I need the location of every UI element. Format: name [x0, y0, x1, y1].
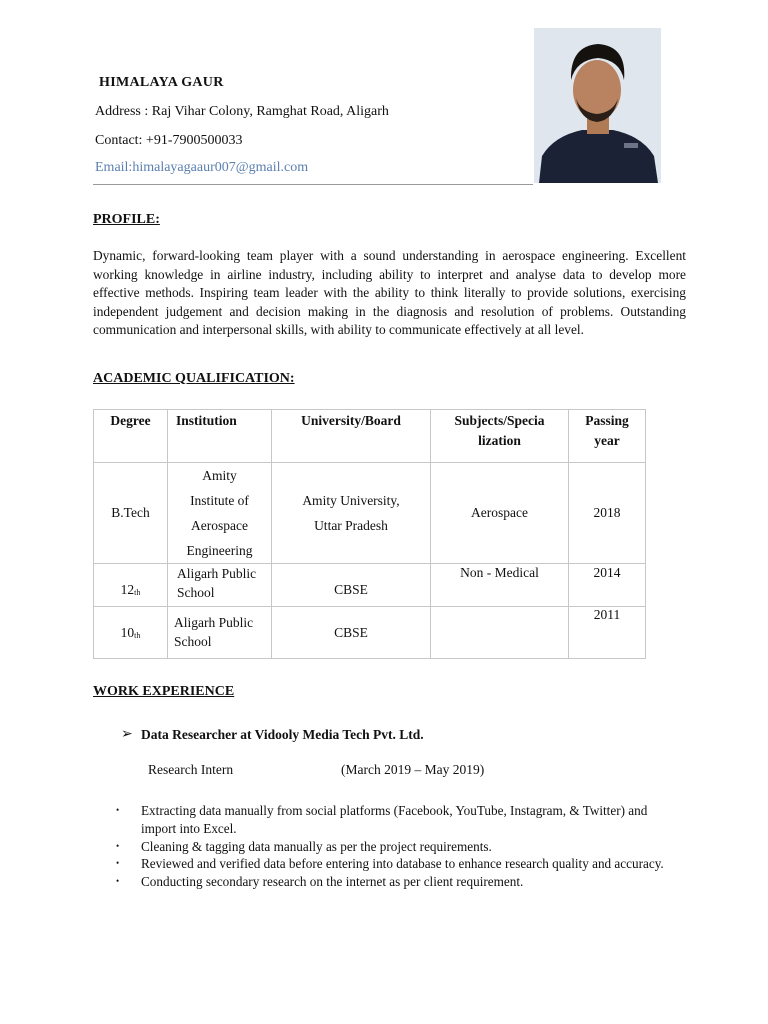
- header-passing-line2: year: [594, 433, 620, 448]
- task-list: [116, 802, 681, 891]
- email-link[interactable]: Email:himalayagaaur007@gmail.com: [95, 160, 309, 175]
- table-row: [94, 564, 646, 607]
- cell-year: [569, 564, 646, 607]
- institution-line: Aerospace: [191, 518, 248, 533]
- cell-degree: [94, 607, 168, 659]
- institution-line: Engineering: [186, 543, 253, 558]
- cell-degree: [94, 463, 168, 564]
- table-row: [94, 607, 646, 659]
- cell-subjects: [431, 607, 569, 659]
- task-text: Extracting data manually from social platforms (Facebook, YouTube, Instagram, & Twitter) and import into Excel.: [141, 803, 648, 836]
- academic-heading: ACADEMIC QUALIFICATION:: [93, 371, 295, 386]
- institution-line: School: [174, 634, 212, 649]
- list-item: [116, 873, 681, 891]
- cell-year: [569, 607, 646, 659]
- institution-line: Institute of: [190, 493, 249, 508]
- university-line: Uttar Pradesh: [314, 518, 388, 533]
- table-row: [94, 463, 646, 564]
- header-institution: [168, 410, 272, 463]
- cell-university: [272, 564, 431, 607]
- academic-table: [93, 409, 646, 659]
- header-university: [272, 410, 431, 463]
- degree-value: 12: [120, 582, 135, 597]
- profile-photo: [534, 28, 661, 183]
- year-value: 2011: [593, 607, 621, 622]
- header-passing: [569, 410, 646, 463]
- bullet-icon: •: [116, 858, 120, 869]
- profile-summary: Dynamic, forward-looking team player with a sound understanding in aerospace engineering. Excellent working knowledge in airline industry, including ability to interpret and analyse data to develop more effective methods. Inspiring team leader with the ability to think literally to provide solutions, exercising independent judgement and decision making in the diagnosis and resolution of problems. Outstanding communication and interpersonal skills, with ability to communicate effectively at all level.: [93, 248, 686, 337]
- cell-institution: [168, 564, 272, 607]
- university-value: CBSE: [334, 624, 368, 640]
- job-title: Data Researcher at Vidooly Media Tech Pvt. Ltd.: [141, 727, 424, 742]
- subjects-value: Non - Medical: [460, 565, 539, 580]
- arrow-bullet-icon: ➢: [121, 727, 133, 742]
- university-line: Amity University,: [302, 493, 400, 508]
- subjects-value: Aerospace: [471, 505, 528, 520]
- cell-degree: [94, 564, 168, 607]
- header-subjects-line1: Subjects/Specia: [454, 413, 545, 428]
- task-text: Reviewed and verified data before entering into database to enhance research quality and accuracy.: [141, 856, 664, 872]
- degree-value: B.Tech: [111, 505, 150, 520]
- year-value: 2014: [593, 565, 621, 580]
- header-institution-label: Institution: [176, 413, 237, 428]
- header-subjects-line2: lization: [478, 433, 521, 448]
- cell-subjects: [431, 564, 569, 607]
- degree-suffix: th: [134, 588, 141, 597]
- profile-heading: PROFILE:: [93, 212, 160, 227]
- list-item: [116, 838, 681, 856]
- table-header-row: [94, 410, 646, 463]
- header-divider: [93, 184, 533, 185]
- cell-institution: [168, 463, 272, 564]
- bullet-icon: •: [116, 805, 120, 815]
- year-value: 2018: [593, 505, 621, 520]
- header-university-label: University/Board: [301, 413, 401, 428]
- cell-subjects: [431, 463, 569, 564]
- institution-line: Aligarh Public: [177, 566, 257, 581]
- university-value: CBSE: [334, 582, 368, 597]
- degree-value: 10: [120, 624, 135, 640]
- institution-line: Aligarh Public: [174, 615, 254, 630]
- person-portrait-icon: [534, 28, 661, 183]
- header-subjects: [431, 410, 569, 463]
- cell-institution: [168, 607, 272, 659]
- cell-university: [272, 607, 431, 659]
- task-text: Cleaning & tagging data manually as per the project requirements.: [141, 838, 492, 854]
- list-item: [116, 855, 681, 873]
- header-passing-line1: Passing: [585, 413, 629, 428]
- degree-suffix: th: [134, 630, 141, 640]
- address-line: Address : Raj Vihar Colony, Ramghat Road, Aligarh: [95, 104, 389, 119]
- list-item: [116, 802, 681, 838]
- job-period: (March 2019 – May 2019): [341, 762, 485, 777]
- job-role: Research Intern: [148, 762, 234, 777]
- work-heading: WORK EXPERIENCE: [93, 684, 235, 699]
- bullet-icon: •: [116, 840, 120, 851]
- task-text: Conducting secondary research on the internet as per client requirement.: [141, 874, 524, 890]
- bullet-icon: •: [116, 876, 120, 887]
- header-degree: [94, 410, 168, 463]
- institution-line: School: [177, 585, 215, 600]
- candidate-name: HIMALAYA GAUR: [99, 75, 224, 90]
- contact-line: Contact: +91-7900500033: [95, 133, 243, 148]
- cell-year: [569, 463, 646, 564]
- cell-university: [272, 463, 431, 564]
- institution-line: Amity: [202, 468, 237, 483]
- header-degree-label: Degree: [110, 413, 151, 428]
